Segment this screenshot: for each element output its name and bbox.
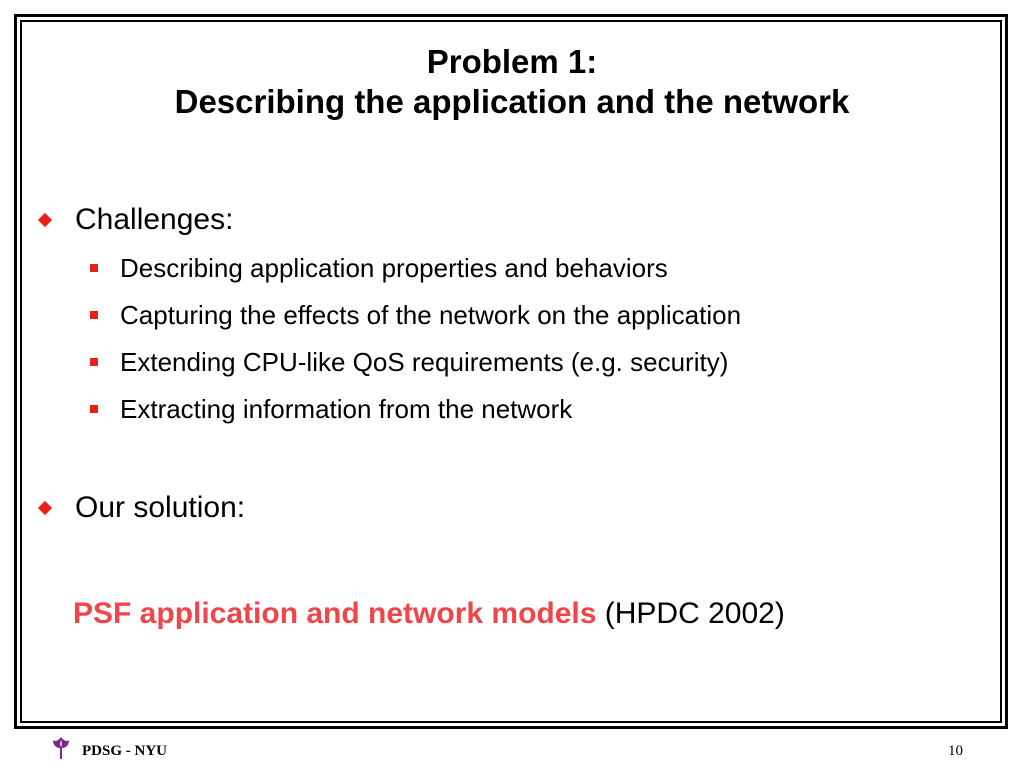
subitem-text: Extending CPU-like QoS requirements (e.g. security) [120, 347, 729, 377]
subitem-text: Extracting information from the network [120, 394, 573, 424]
nyu-torch-icon [50, 735, 72, 761]
square-bullet-icon [90, 311, 98, 319]
square-bullet-icon [90, 358, 98, 366]
title-line-1: Problem 1: [426, 43, 598, 80]
slide-title [20, 42, 1004, 122]
bullet-label: Challenges: [75, 203, 234, 236]
footer-org: PDSG - NYU [82, 743, 167, 759]
title-line-2: Describing the application and the network [174, 83, 850, 120]
bullet-label: Our solution: [75, 491, 246, 524]
subitem-text: Describing application properties and behaviors [120, 253, 668, 283]
solution-text [73, 596, 785, 632]
page-number: 10 [948, 743, 963, 759]
square-bullet-icon [90, 264, 98, 272]
subitem-text: Capturing the effects of the network on the application [120, 300, 742, 330]
solution-citation: (HPDC 2002) [604, 597, 785, 630]
square-bullet-icon [90, 405, 98, 413]
solution-highlight: PSF application and network models [73, 597, 597, 630]
